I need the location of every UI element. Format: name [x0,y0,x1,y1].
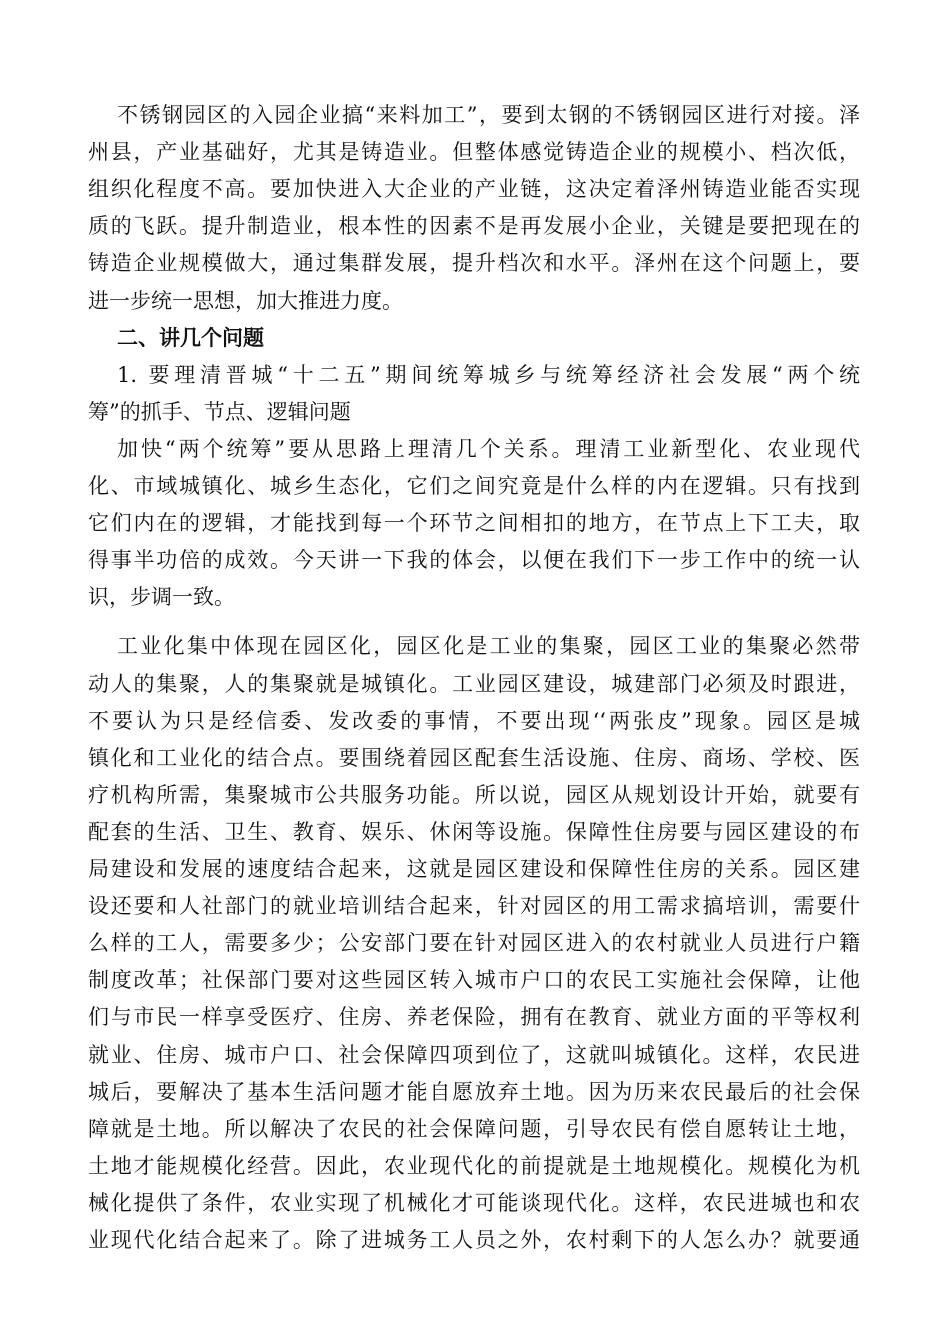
paragraph-line: 械化提供了条件，农业实现了机械化才可能谈现代化。这样，农民进城也和农 [88,1191,860,1215]
paragraph-line: 工业化集中体现在园区化，园区化是工业的集聚，园区工业的集聚必然带 [117,634,860,658]
paragraph-line: 铸造企业规模做大，通过集群发展，提升档次和水平。泽州在这个问题上，要 [88,251,860,275]
paragraph-line: 化、市域城镇化、城乡生态化，它们之间究竟是什么样的内在逻辑。只有找到 [88,474,860,498]
subsection-heading-line: 1. 要理清晋城“十二五”期间统筹城乡与统筹经济社会发展“两个统 [117,363,860,387]
paragraph-line: 不锈钢园区的入园企业搞“来料加工”，要到太钢的不锈钢园区进行对接。泽 [117,103,860,127]
paragraph-line: 疗机构所需，集聚城市公共服务功能。所以说，园区从规划设计开始，就要有 [88,783,860,807]
paragraph-line: 土地才能规模化经营。因此，农业现代化的前提就是土地规模化。规模化为机 [88,1154,860,1178]
paragraph-line: 么样的工人，需要多少；公安部门要在针对园区进入的农村就业人员进行户籍 [88,931,860,955]
paragraph-line: 就业、住房、城市户口、社会保障四项到位了，这就叫城镇化。这样，农民进 [88,1043,860,1067]
paragraph-line: 配套的生活、卫生、教育、娱乐、休闲等设施。保障性住房要与园区建设的布 [88,820,860,844]
paragraph-line: 制度改革；社保部门要对这些园区转入城市户口的农民工实施社会保障，让他 [88,968,860,992]
paragraph-line: 镇化和工业化的结合点。要围绕着园区配套生活设施、住房、商场、学校、医 [88,746,860,770]
paragraph-line: 业现代化结合起来了。除了进城务工人员之外，农村剩下的人怎么办？就要通 [88,1228,860,1252]
paragraph-line: 质的飞跃。提升制造业，根本性的因素不是再发展小企业，关键是要把现在的 [88,214,860,238]
paragraph-line: 组织化程度不高。要加快进入大企业的产业链，这决定着泽州铸造业能否实现 [88,177,860,201]
paragraph-line: 们与市民一样享受医疗、住房、养老保险，拥有在教育、就业方面的平等权利 [88,1005,860,1029]
paragraph-line: 它们内在的逻辑，才能找到每一个环节之间相扣的地方，在节点上下工夫，取 [88,511,860,535]
paragraph-line: 城后，要解决了基本生活问题才能自愿放弃土地。因为历来农民最后的社会保 [88,1080,860,1104]
paragraph-line: 不要认为只是经信委、发改委的事情，不要出现‘‘两张皮”现象。园区是城 [88,709,860,733]
paragraph-line: 加快“两个统筹”要从思路上理清几个关系。理清工业新型化、农业现代 [117,437,860,461]
paragraph-line: 进一步统一思想，加大推进力度。 [88,289,403,313]
paragraph-line: 障就是土地。所以解决了农民的社会保障问题，引导农民有偿自愿转让土地， [88,1117,860,1141]
paragraph-line: 局建设和发展的速度结合起来，这就是园区建设和保障性住房的关系。园区建 [88,857,860,881]
paragraph-line: 动人的集聚，人的集聚就是城镇化。工业园区建设，城建部门必须及时跟进， [88,672,860,696]
subsection-heading-line: 筹”的抓手、节点、逻辑问题 [88,400,351,424]
section-heading: 二、讲几个问题 [117,325,264,350]
paragraph-line: 识，步调一致。 [88,585,235,609]
paragraph-line: 设还要和人社部门的就业培训结合起来，针对园区的用工需求搞培训，需要什 [88,894,860,918]
paragraph-line: 州县，产业基础好，尤其是铸造业。但整体感觉铸造企业的规模小、档次低， [88,140,860,164]
paragraph-line: 得事半功倍的成效。今天讲一下我的体会，以便在我们下一步工作中的统一认 [88,548,860,572]
